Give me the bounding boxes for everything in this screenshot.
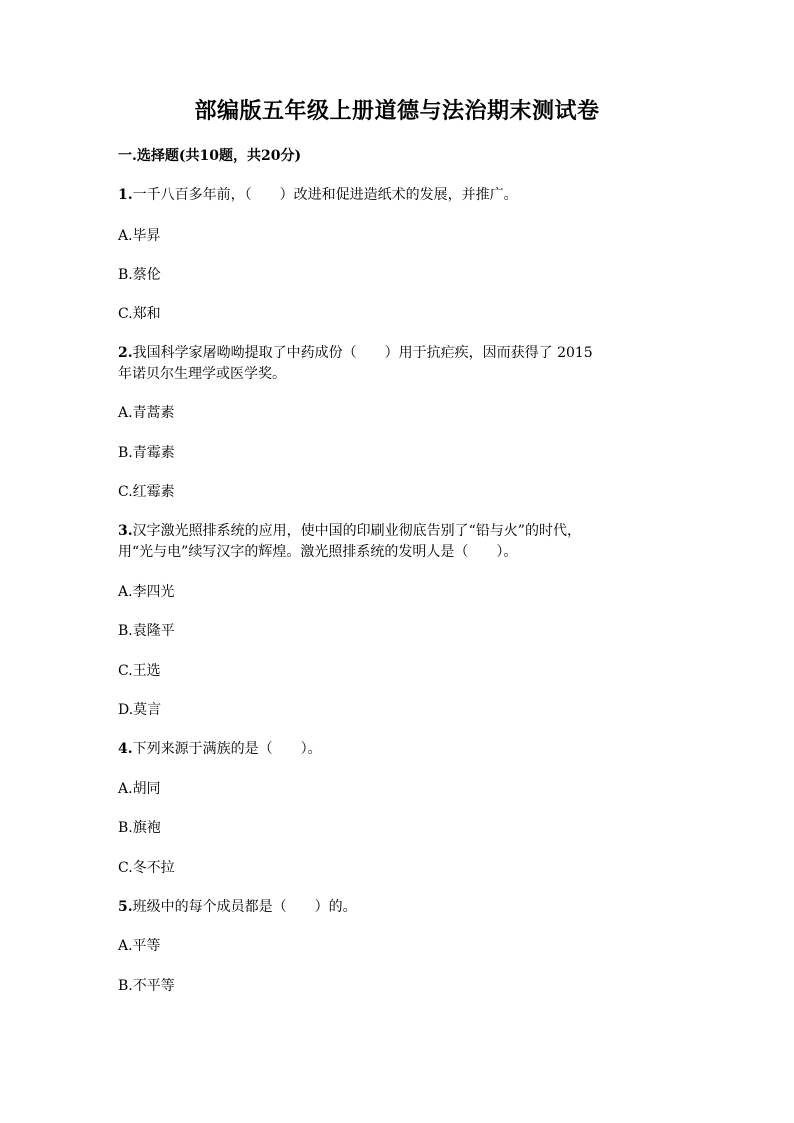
- option-5a: A.平等: [118, 938, 161, 954]
- option-1c: C.郑和: [118, 306, 161, 322]
- question-text: 汉字激光照排系统的应用，使中国的印刷业彻底告别了“铅与火”的时代，: [132, 523, 581, 539]
- option-3c: C.王选: [118, 663, 161, 679]
- option-2c: C.红霉素: [118, 484, 175, 500]
- option-2a: A.青蒿素: [118, 405, 175, 421]
- question-2-continued: 年诺贝尔生理学或医学奖。: [118, 366, 286, 382]
- question-number: 2.: [118, 345, 133, 361]
- page-title: 部编版五年级上册道德与法治期末测试卷: [194, 98, 600, 124]
- option-3a: A.李四光: [118, 584, 175, 600]
- option-4a: A.胡同: [118, 781, 161, 797]
- question-number: 5.: [118, 899, 133, 915]
- option-4c: C.冬不拉: [118, 860, 175, 876]
- question-2: [118, 343, 593, 364]
- option-3d: D.莫言: [118, 702, 162, 718]
- question-1: [118, 185, 518, 206]
- question-5: [118, 897, 357, 918]
- section-header: 一.选择题(共10题，共20分): [118, 148, 302, 164]
- option-1a: A.毕昇: [118, 228, 161, 244]
- option-5b: B.不平等: [118, 978, 175, 994]
- question-text: 班级中的每个成员都是（ ）的。: [132, 899, 357, 915]
- option-2b: B.青霉素: [118, 445, 175, 461]
- question-number: 3.: [118, 523, 133, 539]
- question-4: [118, 739, 322, 760]
- question-3: [118, 521, 581, 542]
- option-3b: B.袁隆平: [118, 623, 175, 639]
- option-1b: B.蔡伦: [118, 267, 161, 283]
- option-4b: B.旗袍: [118, 820, 161, 836]
- question-3-continued: 用“光与电”续写汉字的辉煌。激光照排系统的发明人是（ ）。: [118, 544, 518, 560]
- question-text: 我国科学家屠呦呦提取了中药成份（ ）用于抗疟疾，因而获得了 2015: [132, 345, 593, 361]
- question-text: 一千八百多年前，（ ）改进和促进造纸术的发展，并推广。: [132, 187, 518, 203]
- question-number: 4.: [118, 741, 133, 757]
- question-text: 下列来源于满族的是（ ）。: [132, 741, 322, 757]
- question-number: 1.: [118, 187, 133, 203]
